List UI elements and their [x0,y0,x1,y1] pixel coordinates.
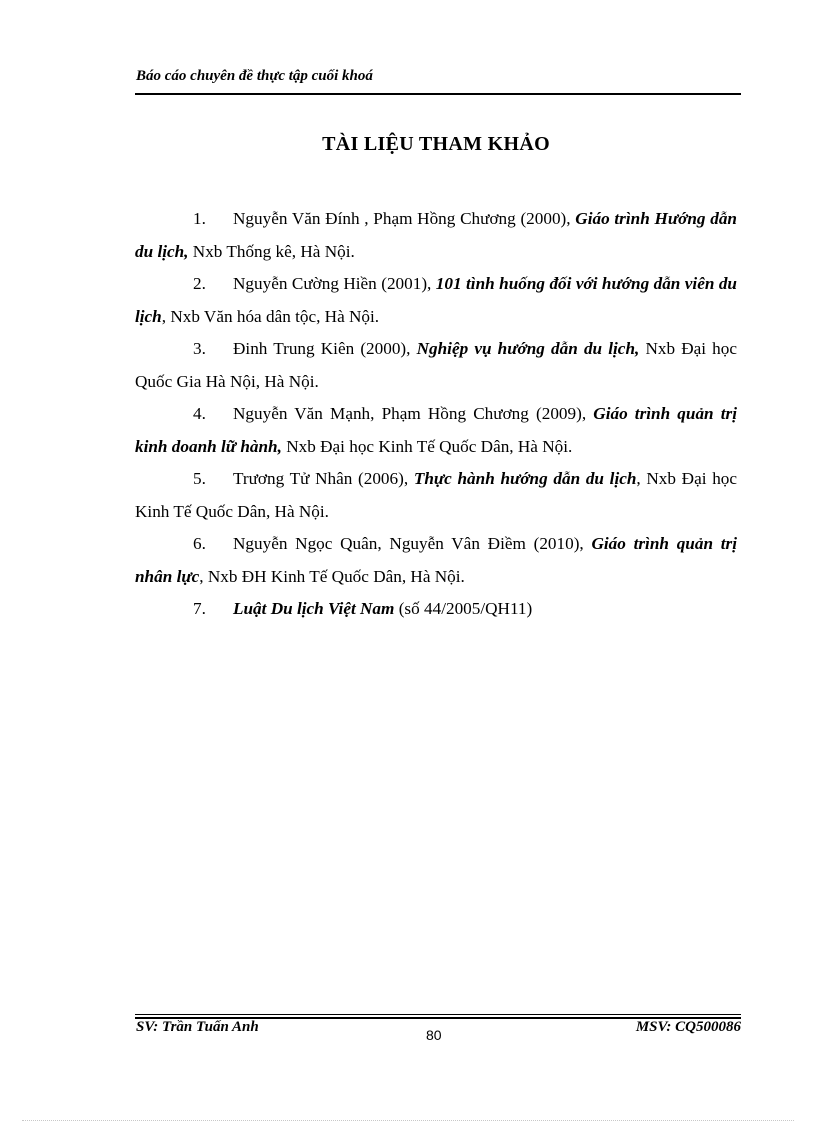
reference-item [135,528,737,593]
reference-item [135,333,737,398]
reference-publisher: Nxb Đại học Kinh Tế Quốc Dân, Hà Nội. [281,436,573,456]
reference-book-title: 101 tình huống đối với hướng dẫn viên du lịch [135,274,737,326]
reference-item [135,203,737,268]
reference-item [135,463,737,528]
reference-number: 3. [193,339,206,358]
reference-publisher: Nxb Thống kê, Hà Nội. [188,241,355,261]
reference-number: 6. [193,534,206,553]
reference-authors: Nguyễn Cường Hiền (2001), [233,274,436,293]
reference-book-title: Thực hành hướng dẫn du lịch [413,469,637,488]
page-edge-dotted-line [22,1120,794,1121]
reference-number: 5. [193,469,206,488]
footer-student-id: MSV: CQ500086 [635,1019,741,1035]
reference-authors: Nguyễn Văn Mạnh, Phạm Hồng Chương (2009), [233,404,594,423]
reference-authors: Nguyễn Văn Đính , Phạm Hồng Chương (2000), [233,209,576,228]
reference-book-title: Giáo trình quản trị nhân lực [135,534,737,586]
reference-number: 1. [193,209,206,228]
page-number: 80 [426,1027,442,1043]
reference-item [135,593,737,626]
footer-rule [135,1014,741,1015]
reference-publisher: , Nxb ĐH Kinh Tế Quốc Dân, Hà Nội. [199,566,465,586]
header-rule [135,93,741,95]
reference-book-title: Nghiệp vụ hướng dẫn du lịch, [416,339,640,358]
reference-list [135,203,737,626]
reference-item [135,268,737,333]
reference-authors: Trương Tử Nhân (2006), [233,469,414,488]
reference-book-title: Giáo trình Hướng dẫn du lịch, [135,209,737,261]
page-title: TÀI LIỆU THAM KHẢO [322,133,550,155]
running-header: Báo cáo chuyên đề thực tập cuối khoá [136,68,373,84]
reference-book-title: Giáo trình quản trị kinh doanh lữ hành, [135,404,737,456]
reference-number: 7. [193,599,206,618]
footer-student-name: SV: Trần Tuấn Anh [136,1019,259,1035]
reference-item [135,398,737,463]
reference-number: 2. [193,274,206,293]
reference-authors: Đinh Trung Kiên (2000), [233,339,417,358]
reference-authors: Nguyễn Ngọc Quân, Nguyễn Vân Điềm (2010), [233,534,592,553]
reference-publisher: (số 44/2005/QH11) [394,599,533,618]
reference-publisher: , Nxb Văn hóa dân tộc, Hà Nội. [161,306,380,326]
reference-book-title: Luật Du lịch Việt Nam [233,599,395,618]
reference-publisher: Nxb Đại học Quốc Gia Hà Nội, Hà Nội. [135,339,737,391]
reference-number: 4. [193,404,206,423]
reference-publisher: , Nxb Đại học Kinh Tế Quốc Dân, Hà Nội. [135,469,738,521]
